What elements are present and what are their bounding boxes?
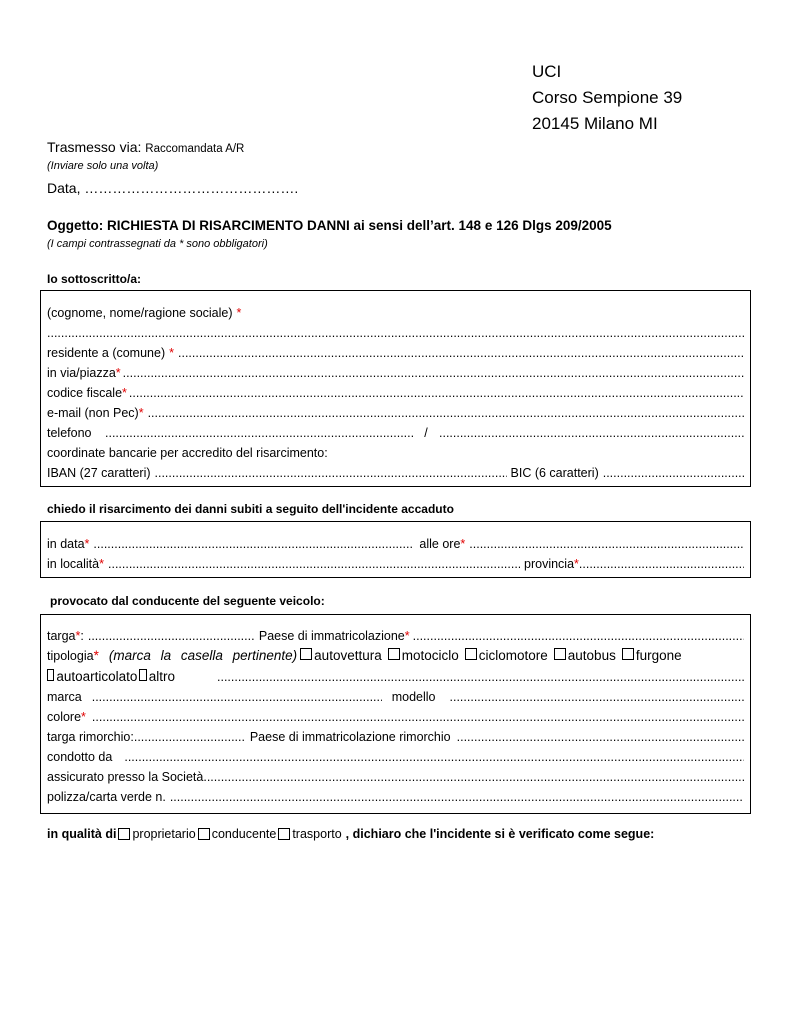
street-row: [47, 364, 744, 382]
place-field[interactable]: [108, 555, 520, 573]
brand-field[interactable]: [92, 688, 382, 706]
send-note: (Inviare solo una volta): [47, 160, 159, 172]
brand-row: [47, 688, 744, 706]
iban-label: IBAN (27 caratteri): [47, 466, 151, 480]
driver-row: [47, 748, 744, 766]
phone-label: telefono: [47, 426, 92, 440]
trailer-country-field[interactable]: [457, 728, 744, 746]
data-field[interactable]: ……………………………………….: [84, 180, 299, 196]
name-field[interactable]: [47, 324, 744, 342]
place-label: in località: [47, 557, 100, 571]
required-star: *: [84, 537, 90, 551]
option-van: furgone: [635, 648, 682, 663]
name-row: [47, 304, 744, 322]
personal-data-box: [40, 290, 751, 487]
trailer-row: [47, 728, 744, 746]
other-field[interactable]: [217, 667, 744, 685]
time-field[interactable]: [469, 535, 744, 553]
residence-label: residente a (comune): [47, 346, 166, 360]
trasmesso-line: [47, 139, 244, 155]
role-owner: proprietario: [132, 827, 196, 841]
tax-code-row: [47, 384, 744, 402]
name-field-row: [47, 324, 744, 342]
option-articulated: autoarticolato: [56, 669, 138, 684]
car-checkbox[interactable]: [300, 648, 312, 660]
required-star: *: [138, 406, 144, 420]
role-driver: conducente: [211, 827, 277, 841]
bus-checkbox[interactable]: [554, 648, 566, 660]
option-bus: autobus: [567, 648, 616, 663]
required-star: *: [93, 648, 99, 663]
type-row: [47, 646, 744, 666]
required-star: *: [115, 366, 121, 380]
country-field[interactable]: [413, 627, 744, 645]
subject-title: Oggetto: RICHIESTA DI RISARCIMENTO DANNI ai sensi dell’art. 148 e 126 Dlgs 209/2005: [47, 218, 612, 233]
plate-field[interactable]: [88, 627, 254, 645]
bic-field[interactable]: [603, 464, 744, 482]
province-field[interactable]: [579, 555, 744, 573]
color-label: colore: [47, 710, 82, 724]
driver-field[interactable]: [124, 748, 744, 766]
insurer-label: assicurato presso la Società: [47, 770, 204, 784]
required-star: *: [75, 629, 81, 643]
phone-separator: /: [424, 426, 428, 440]
required-star: *: [99, 557, 104, 571]
required-star: *: [81, 710, 86, 724]
phone-field-1[interactable]: [105, 424, 413, 442]
declaration-text: , dichiaro che l'incidente si è verificato come segue:: [345, 827, 655, 841]
vehicle-box: [40, 614, 751, 814]
required-star: *: [404, 629, 410, 643]
residence-field[interactable]: [178, 344, 744, 362]
motorcycle-checkbox[interactable]: [388, 648, 400, 660]
iban-field[interactable]: [155, 464, 507, 482]
phone-field-2[interactable]: [439, 424, 744, 442]
role-line: [47, 827, 654, 841]
accident-box: [40, 521, 751, 578]
other-checkbox[interactable]: [139, 669, 146, 681]
role-label: in qualità di: [47, 827, 117, 841]
residence-row: [47, 344, 744, 362]
tax-code-field[interactable]: [129, 384, 744, 402]
bank-label: coordinate bancarie per accredito del risarcimento:: [47, 446, 328, 460]
required-star: *: [236, 306, 242, 320]
van-checkbox[interactable]: [622, 648, 634, 660]
data-label: Data,: [47, 180, 81, 196]
color-field[interactable]: [92, 708, 744, 726]
plate-colon: :: [80, 629, 84, 643]
type-label: tipologia: [47, 649, 94, 663]
required-note: (I campi contrassegnati da * sono obbligatori): [47, 238, 268, 250]
model-field[interactable]: [450, 688, 744, 706]
brand-label: marca: [47, 690, 82, 704]
insurer-field[interactable]: [203, 768, 744, 786]
recipient-name: UCI: [532, 62, 562, 81]
place-row: [47, 555, 744, 573]
driver-checkbox[interactable]: [198, 828, 210, 840]
phone-row: [47, 424, 744, 442]
role-transport: trasporto: [292, 827, 342, 841]
section2-title: chiedo il risarcimento dei danni subiti a seguito dell'incidente accaduto: [47, 502, 454, 516]
required-star: *: [122, 386, 127, 400]
email-field[interactable]: [148, 404, 744, 422]
option-other: altro: [148, 669, 176, 684]
province-label: provincia: [524, 557, 575, 571]
country-label: Paese di immatricolazione: [258, 629, 405, 643]
date-label: in data: [47, 537, 85, 551]
color-row: [47, 708, 744, 726]
date-row: [47, 535, 744, 553]
email-row: [47, 404, 744, 422]
policy-field[interactable]: [170, 788, 744, 806]
iban-row: [47, 464, 744, 482]
date-field[interactable]: [93, 535, 413, 553]
model-label: modello: [391, 690, 436, 704]
recipient-city: 20145 Milano MI: [532, 114, 658, 133]
owner-checkbox[interactable]: [118, 828, 130, 840]
tax-code-label: codice fiscale: [47, 386, 123, 400]
required-star: *: [574, 557, 579, 571]
plate-row: [47, 627, 744, 645]
data-line: [47, 180, 298, 196]
driver-label: condotto da: [47, 750, 113, 764]
plate-label: targa: [47, 629, 76, 643]
option-motorcycle: motociclo: [401, 648, 459, 663]
policy-row: [47, 788, 744, 806]
option-car: autovettura: [314, 648, 382, 663]
email-label: e-mail (non Pec): [47, 406, 139, 420]
trasmesso-value: Raccomandata A/R: [145, 143, 245, 155]
articulated-checkbox[interactable]: [47, 669, 54, 681]
trailer-plate-field[interactable]: [134, 728, 244, 746]
transport-checkbox[interactable]: [278, 828, 290, 840]
trasmesso-label: Trasmesso via:: [47, 139, 142, 155]
policy-label: polizza/carta verde n.: [47, 790, 166, 804]
required-star: *: [460, 537, 466, 551]
street-field[interactable]: [123, 364, 744, 382]
moped-checkbox[interactable]: [465, 648, 477, 660]
type-hint: (marca la casella pertinente): [108, 648, 298, 663]
trailer-country-label: Paese di immatricolazione rimorchio: [249, 730, 451, 744]
street-label: in via/piazza: [47, 366, 116, 380]
trailer-plate-label: targa rimorchio:: [47, 730, 134, 744]
section3-title: provocato dal conducente del seguente veicolo:: [50, 594, 325, 608]
time-label: alle ore: [419, 537, 461, 551]
type-row-2: [47, 667, 744, 687]
bank-row: [47, 444, 744, 462]
insurer-row: [47, 768, 744, 786]
bic-label: BIC (6 caratteri): [510, 466, 599, 480]
recipient-street: Corso Sempione 39: [532, 88, 683, 107]
required-star: *: [169, 346, 174, 360]
section1-title: Io sottoscritto/a:: [47, 272, 142, 286]
option-moped: ciclomotore: [478, 648, 548, 663]
name-label: (cognome, nome/ragione sociale): [47, 306, 233, 320]
